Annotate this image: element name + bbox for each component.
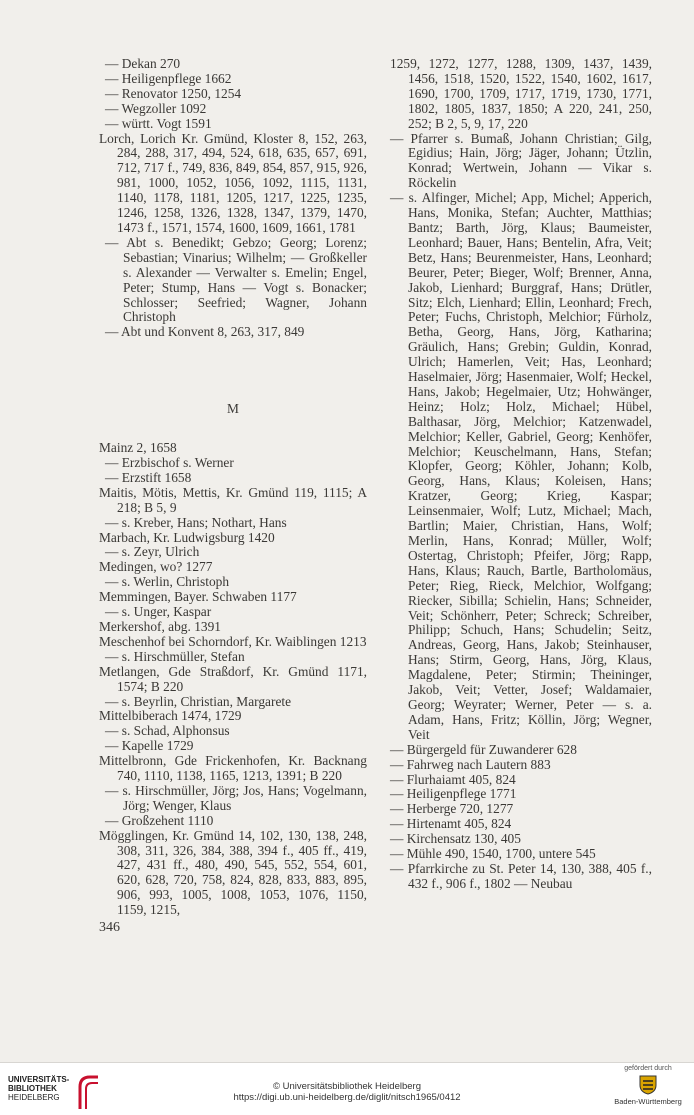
index-entry: — s. Schad, Alphonsus xyxy=(105,723,230,739)
index-entry: — Dekan 270 xyxy=(105,56,181,71)
index-entry: — s. Hirschmüller, Jörg; Jos, Hans; Vogelmann, Jörg; Wenger, Klaus xyxy=(105,782,367,813)
index-entry: — Großzehent 1110 xyxy=(105,812,214,828)
index-entry: — Flurhaiamt 405, 824 xyxy=(390,771,516,787)
baden-wuerttemberg-label: Baden-Württemberg xyxy=(614,1097,682,1106)
index-entry: — Kapelle 1729 xyxy=(105,738,194,754)
left-column xyxy=(99,57,367,918)
funded-by-label: gefördert durch xyxy=(624,1065,672,1072)
index-entry: — Erzstift 1658 xyxy=(105,469,192,485)
index-entry: — s. Kreber, Hans; Nothart, Hans xyxy=(105,514,287,530)
index-entry: — Fahrweg nach Lautern 883 xyxy=(390,756,551,772)
index-entry: — Mühle 490, 1540, 1700, untere 545 xyxy=(390,846,596,862)
index-entry: Meschenhof bei Schorndorf, Kr. Waiblingen 1213 xyxy=(99,633,367,649)
ub-logo-text: UNIVERSITÄTS- BIBLIOTHEK HEIDELBERG xyxy=(8,1075,70,1102)
index-entry: — Pfarrkirche zu St. Peter 14, 130, 388, 405 f., 432 f., 906 f., 1802 — Neubau xyxy=(390,860,652,891)
index-entry: — Hirtenamt 405, 824 xyxy=(390,816,512,832)
section-letter: M xyxy=(227,401,239,417)
index-entry: Mainz 2, 1658 xyxy=(99,440,177,456)
index-entry: — s. Zeyr, Ulrich xyxy=(105,544,200,560)
index-entry: Marbach, Kr. Ludwigsburg 1420 xyxy=(99,529,275,545)
index-entry: — s. Unger, Kaspar xyxy=(105,604,212,620)
index-entry: — Renovator 1250, 1254 xyxy=(105,85,242,101)
baden-wuerttemberg-crest-icon xyxy=(639,1075,657,1095)
index-entry: — s. Beyrlin, Christian, Margarete xyxy=(105,693,292,709)
index-entry: Medingen, wo? 1277 xyxy=(99,559,213,575)
index-entry: — Kirchensatz 130, 405 xyxy=(390,831,521,847)
index-entry-abt: — Abt s. Benedikt; Gebzo; Georg; Lorenz; Sebastian; Vinarius; Wilhelm; — Großkeller s. Alexander — Verwalter s. Emelin; Engel, Peter; Stump, Hans — Vogt s. Bonacker; Schlosser; Seefried; Wagner, Johann Christoph xyxy=(105,234,367,325)
index-entry-pfarrer: — Pfarrer s. Bumaß, Johann Christian; Gilg, Egidius; Hain, Jörg; Jäger, Johann; Ützlin, Konrad; Wertwein, Johann — Vikar s. Röckelin xyxy=(390,130,652,191)
funding-logo[interactable] xyxy=(608,1065,688,1106)
index-entry: — Erzbischof s. Werner xyxy=(105,455,234,471)
index-entry-abt-konvent: — Abt und Konvent 8, 263, 317, 849 xyxy=(105,324,305,340)
index-entry: Maitis, Mötis, Mettis, Kr. Gmünd 119, 1115; A 218; B 5, 9 xyxy=(99,484,367,515)
page-number: 346 xyxy=(99,920,120,935)
index-entry: — württ. Vogt 1591 xyxy=(105,115,212,131)
footer-credits xyxy=(0,1081,694,1103)
index-entry: — s. Werlin, Christoph xyxy=(105,574,230,590)
index-entry-continuation: 1259, 1272, 1277, 1288, 1309, 1437, 1439, 1456, 1518, 1520, 1522, 1540, 1602, 1617, 1690, 1700, 1709, 1717, 1719, 1730, 1771, 1802, 1805, 1837, 1850; A 220, 241, 250, 252; B 2, 5, 9, 17, 220 xyxy=(390,56,652,131)
digitization-footer xyxy=(0,1062,694,1115)
index-entry: Mögglingen, Kr. Gmünd 14, 102, 130, 138, 248, 308, 311, 326, 384, 388, 394 f., 405 ff., 419, 427, 431 ff., 480, 490, 545, 552, 554, 601, 620, 628, 720, 758, 824, 828, 833, 883, 895, 906, 993, 1005, 1008, 1053, 1076, 1150, 1159, 1215, xyxy=(99,827,367,918)
index-entry: — s. Hirschmüller, Stefan xyxy=(105,648,245,664)
index-entry: Memmingen, Bayer. Schwaben 1177 xyxy=(99,589,297,605)
index-entry: Mittelbiberach 1474, 1729 xyxy=(99,708,242,724)
index-entry: Merkershof, abg. 1391 xyxy=(99,618,221,634)
permalink[interactable]: https://digi.ub.uni-heidelberg.de/diglit/nitsch1965/0412 xyxy=(233,1092,461,1103)
index-entry-lorch: Lorch, Lorich Kr. Gmünd, Kloster 8, 152, 263, 284, 288, 317, 494, 524, 618, 635, 657, 691, 712, 717 f., 749, 836, 849, 854, 857, 915, 926, 981, 1000, 1052, 1056, 1092, 1115, 1131, 1140, 1178, 1181, 1205, 1217, 1225, 1235, 1246, 1258, 1326, 1328, 1347, 1379, 1470, 1473 f., 1571, 1574, 1600, 1609, 1661, 1781 xyxy=(99,130,367,235)
index-entry: — Wegzoller 1092 xyxy=(105,100,207,116)
copyright-text: © Universitätsbibliothek Heidelberg xyxy=(273,1081,421,1092)
index-entry: — Bürgergeld für Zuwanderer 628 xyxy=(390,741,577,757)
right-column xyxy=(384,57,652,892)
index-entry: — Heiligenpflege 1662 xyxy=(105,70,232,86)
index-entry: Mittelbronn, Gde Frickenhofen, Kr. Backnang 740, 1110, 1138, 1165, 1213, 1391; B 220 xyxy=(99,753,367,784)
index-entry: Metlangen, Gde Straßdorf, Kr. Gmünd 1171, 1574; B 220 xyxy=(99,663,367,694)
index-entry: — Heiligenpflege 1771 xyxy=(390,786,517,802)
index-entry-alfinger: — s. Alfinger, Michel; App, Michel; Apperich, Hans, Monika, Stefan; Auchter, Matthias; Bantz; Barth, Jörg, Klaus; Baumeister, Leonhard; Bauer, Hans; Bentelin, Afra, Veit; Betz, Hans; Beurenmeister, Hans, Leonhard; Beurer, Peter; Bieger, Wolf; Brenner, Anna, Jakob, Lienhard; Burggraf, Hans; Drütler, Sitz; Elch, Lienhard; Ellin, Leonhard; Frech, Peter; Fuchs, Christoph, Melchior; Fürholz, Betha, Georg, Hans, Jörg, Katharina; Gräulich, Hans; Grebin; Guldin, Konrad, Ulrich; Hamerlen, Veit; Has, Leonhard; Haselmaier, Jörg; Hasenmaier, Wolf; Heckel, Hans, Jakob; Hegelmaier, Utz; Hohwänger, Heinz; Holz; Holz, Michael; Hübel, Balthasar, Jörg, Melchior; Katzenwadel, Melchior; Keller, Gabriel, Georg; Kenhöfer, Melchior; Keuschelmann, Hans, Stefan; Klopfer, Georg; Köhler, Johann; Kolb, Georg, Hans, Klaus; Koleisen, Hans; Kratzer, Georg; Krieg, Kaspar; Leinsenmaier, Wolf; Lutz, Michael; Mach, Bartlin; Maier, Christian, Hans, Wolf; Merlin, Hans, Konrad; Müller, Wolf; Ostertag, Christoph; Pfeifer, Jörg; Rapp, Hans, Klaus; Rauch, Bartle, Bartholomäus, Peter; Rieg, Rieck, Melchior, Wolfgang; Riecker, Sibilla; Schielin, Hans; Schneider, Veit; Schönherr, Peter; Schreck; Schreiber, Philipp; Schuch, Hans; Schudelin; Seitz, Andreas, Georg, Hans, Jakob; Steinhauser, Hans; Stirm, Georg, Hans, Jörg, Klaus, Magdalene, Peter; Stirmin; Theininger, Jakob, Veit; Vetter, Josef; Waldamaier, Georg; Weyrater; Werner, Peter — s. a. Adam, Hans, Fritz; Köllin, Jörg; Wegner, Veit xyxy=(390,190,652,742)
index-entry: — Herberge 720, 1277 xyxy=(390,801,514,817)
